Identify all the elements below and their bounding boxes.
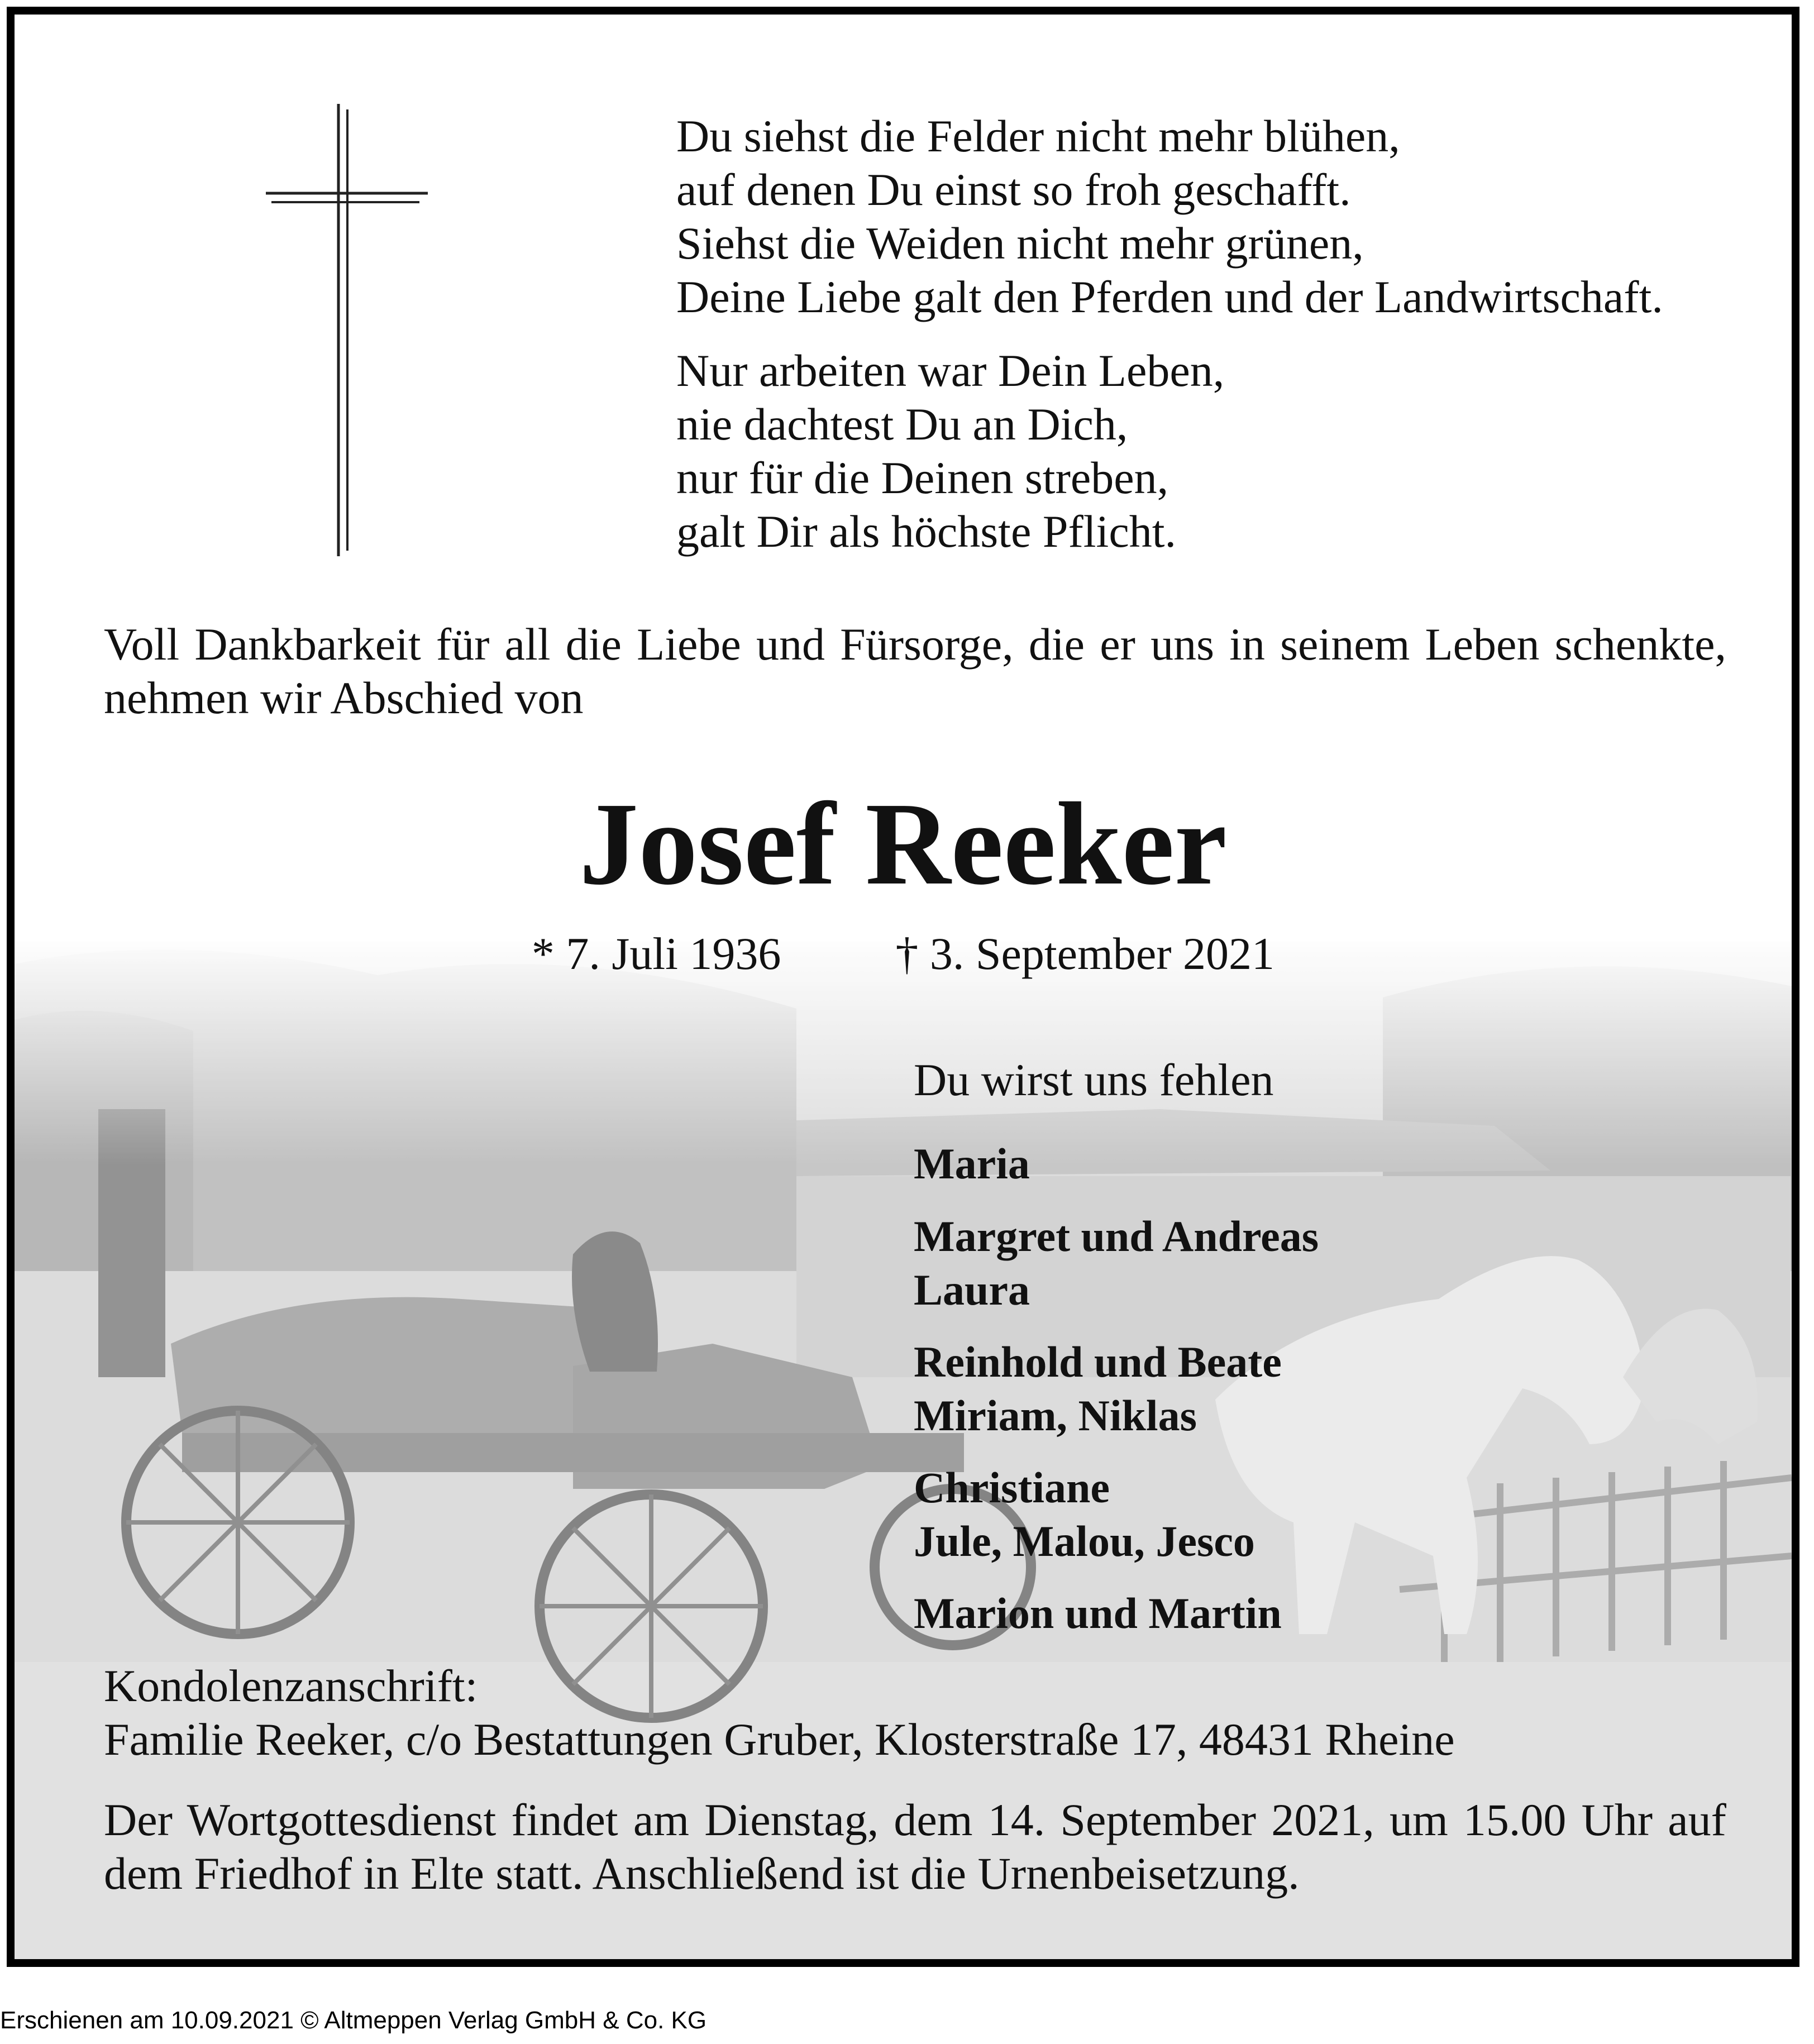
- mourner-group: [914, 1587, 1282, 1640]
- mourner-name: Margret und Andreas: [914, 1212, 1319, 1260]
- mourner-group: [914, 1461, 1255, 1568]
- life-dates: * 7. Juli 1936 † 3. September 2021: [531, 928, 1275, 979]
- poem-line: Nur arbeiten war Dein Leben,: [676, 345, 1225, 396]
- mourner-group: [914, 1137, 1030, 1191]
- mourner-name: Laura: [914, 1265, 1030, 1314]
- mourner-name: Maria: [914, 1139, 1030, 1188]
- mourner-name: Marion und Martin: [914, 1589, 1282, 1637]
- cross-icon: [266, 104, 428, 556]
- poem-line: nie dachtest Du an Dich,: [676, 399, 1128, 450]
- mourners-intro: Du wirst uns fehlen: [914, 1054, 1274, 1105]
- poem-line: Siehst die Weiden nicht mehr grünen,: [676, 218, 1364, 269]
- service-info: Der Wortgottesdienst findet am Dienstag, dem 14. September 2021, um 15.00 Uhr auf dem Friedhof in Elte statt. Anschließend ist die Urnenbeisetzung.: [104, 1794, 1726, 1899]
- mourner-group: [914, 1335, 1282, 1443]
- mourner-group: [914, 1210, 1319, 1317]
- mourner-name: Christiane: [914, 1463, 1110, 1512]
- poem-line: Deine Liebe galt den Pferden und der Landwirtschaft.: [676, 271, 1663, 322]
- intro-text: Voll Dankbarkeit für all die Liebe und Fürsorge, die er uns in seinem Leben schenkte, nehmen wir Abschied von: [104, 619, 1726, 723]
- mourner-name: Miriam, Niklas: [914, 1391, 1197, 1440]
- deceased-name: Josef Reeker: [579, 778, 1227, 909]
- poem-stanza-1: [676, 109, 1765, 324]
- condolence-label: Kondolenzanschrift:: [104, 1660, 478, 1711]
- condolence-address: [104, 1659, 1726, 1766]
- mourner-name: Jule, Malou, Jesco: [914, 1517, 1255, 1565]
- publication-credit: Erschienen am 10.09.2021 © Altmeppen Verlag GmbH & Co. KG: [0, 2007, 707, 2034]
- mourner-name: Reinhold und Beate: [914, 1338, 1282, 1386]
- poem-line: Du siehst die Felder nicht mehr blühen,: [676, 111, 1400, 161]
- poem-line: galt Dir als höchste Pflicht.: [676, 506, 1176, 557]
- poem-stanza-2: [676, 344, 1765, 558]
- condolence-address-line: Familie Reeker, c/o Bestattungen Gruber, Klosterstraße 17, 48431 Rheine: [104, 1714, 1455, 1765]
- obituary-frame: [7, 7, 1799, 1967]
- poem-line: auf denen Du einst so froh geschafft.: [676, 164, 1351, 215]
- poem-line: nur für die Deinen streben,: [676, 452, 1169, 503]
